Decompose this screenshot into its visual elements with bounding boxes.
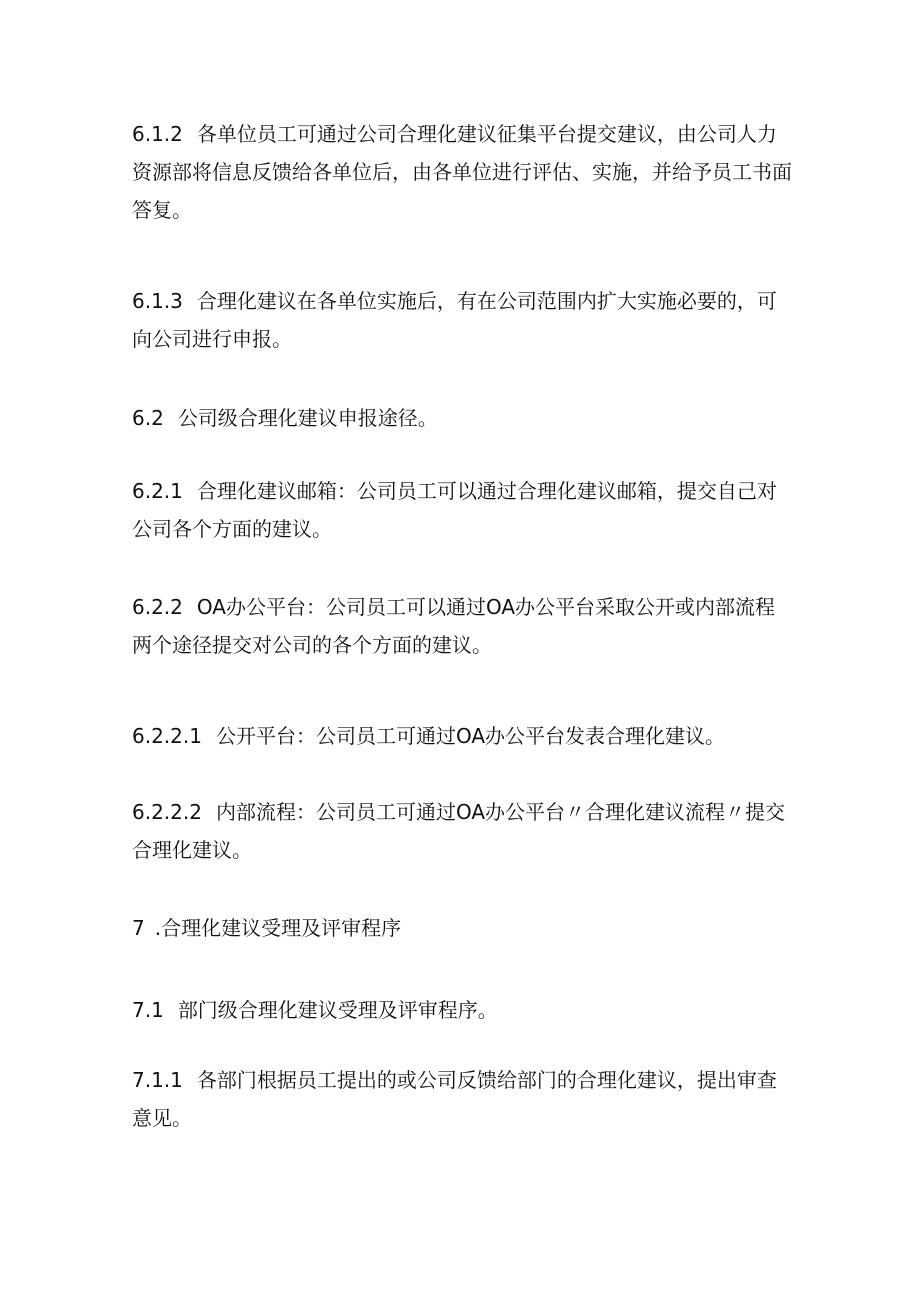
- section-heading-7: [132, 909, 792, 947]
- paragraph-text: 公开平台：公司员工可通过OA办公平台发表合理化建议。: [215, 724, 726, 748]
- section-number: 6.1.3: [132, 289, 183, 313]
- section-number: 7.1.1: [132, 1068, 183, 1092]
- section-number: 7: [132, 916, 145, 940]
- paragraph-6-2-1: [132, 472, 792, 548]
- paragraph-6-2-2: [132, 588, 792, 664]
- paragraph-text: 公司级合理化建议申报途径。: [177, 406, 438, 430]
- section-number: 6.1.2: [132, 122, 183, 146]
- paragraph-7-1-1: [132, 1061, 792, 1137]
- paragraph-6-2: [132, 399, 792, 437]
- paragraph-text: OA办公平台：公司员工可以通过OA办公平台采取公开或内部流程两个途径提交对公司的各个方面的建议。: [132, 595, 776, 657]
- paragraph-6-1-3: [132, 282, 792, 358]
- paragraph-7-1: [132, 991, 792, 1029]
- section-number: 6.2.2.2: [132, 800, 202, 824]
- section-number: 6.2.2: [132, 595, 183, 619]
- paragraph-text: .合理化建议受理及评审程序: [154, 916, 402, 940]
- paragraph-text: 合理化建议邮箱：公司员工可以通过合理化建议邮箱，提交自己对公司各个方面的建议。: [132, 479, 777, 541]
- paragraph-6-2-2-1: [132, 717, 792, 755]
- paragraph-text: 合理化建议在各单位实施后，有在公司范围内扩大实施必要的，可向公司进行申报。: [132, 289, 777, 351]
- paragraph-text: 内部流程：公司员工可通过OA办公平台〃合理化建议流程〃提交合理化建议。: [132, 800, 786, 862]
- paragraph-6-1-2: [132, 115, 792, 229]
- paragraph-text: 各单位员工可通过公司合理化建议征集平台提交建议，由公司人力资源部将信息反馈给各单位后，由各单位进行评估、实施，并给予员工书面答复。: [132, 122, 792, 222]
- section-number: 6.2.1: [132, 479, 183, 503]
- section-number: 6.2.2.1: [132, 724, 202, 748]
- section-number: 6.2: [132, 406, 164, 430]
- section-number: 7.1: [132, 998, 164, 1022]
- paragraph-text: 部门级合理化建议受理及评审程序。: [177, 998, 498, 1022]
- paragraph-6-2-2-2: [132, 793, 792, 869]
- paragraph-text: 各部门根据员工提出的或公司反馈给部门的合理化建议，提出审查意见。: [132, 1068, 777, 1130]
